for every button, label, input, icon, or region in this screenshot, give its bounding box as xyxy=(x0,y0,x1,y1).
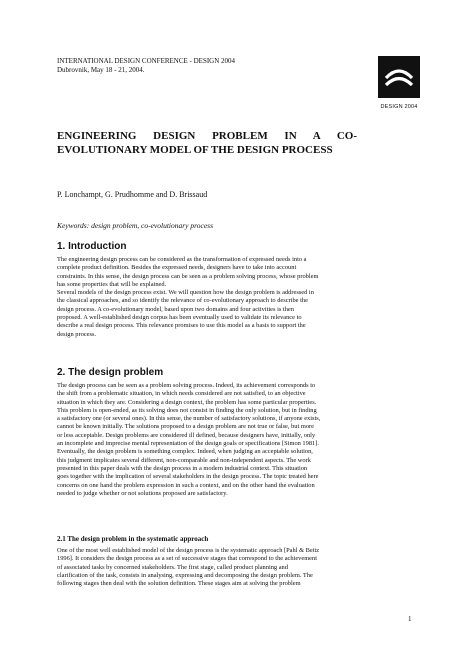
page-number: 1 xyxy=(408,615,412,623)
subsection-heading-systematic-approach: 2.1 The design problem in the systematic approach xyxy=(57,535,209,543)
section-heading-design-problem: 2. The design problem xyxy=(57,367,164,378)
conference-name: INTERNATIONAL DESIGN CONFERENCE - DESIGN 2004 xyxy=(57,57,236,65)
paper-keywords: Keywords: design problem, co-evolutionary process xyxy=(57,221,214,230)
conference-location-date: Dubrovnik, May 18 - 21, 2004. xyxy=(57,66,145,74)
section-heading-introduction: 1. Introduction xyxy=(57,241,127,252)
logo-arches-icon xyxy=(378,56,420,98)
paper-title: ENGINEERING DESIGN PROBLEM IN A CO-EVOLUTIONARY MODEL OF THE DESIGN PROCESS xyxy=(57,130,357,156)
design-2004-logo xyxy=(378,56,420,98)
conference-header xyxy=(57,57,235,75)
paper-authors: P. Lonchampt, G. Prudhomme and D. Brissaud xyxy=(57,190,208,199)
systematic-approach-paragraph: One of the most well established model of the design process is the systematic approach [Pahl & Beitz 1996]. It considers the design process as a set of successive stages that correspond to the achievement of associated tasks by concerned stakeholders. The first stage, called product planning and clarification of the task, consists in analysing, expressing and decomposing the design problem. The following stages then deal with the solution definition. These stages aim at solving the problem xyxy=(57,547,320,588)
introduction-paragraph: The engineering design process can be considered as the transformation of expressed needs into a complete product definition. Besides the expressed needs, designers have to take into account constraints. In this sense, the design process can be seen as a problem solving process, whose problem has some properties that will be explained. Several models of the design process exist. We will question how the design problem is addressed in the classical approaches, and so identify the relevance of co-evolutionary approach to describe the design process. A co-evolutionary model, based upon two domains and four activities is then proposed. A well-established design corpus has been eventually used to validate its relevance to describe a real design process. This relevance promises to use this model as a basis to support the design process. xyxy=(57,256,319,338)
logo-caption: DESIGN 2004 xyxy=(380,104,418,110)
design-problem-paragraph: The design process can be seen as a problem solving process. Indeed, its achievement corresponds to the shift from a problematic situation, in which needs considered are not satisfied, to an objective situation in which they are. Considering a design context, the problem has some particular properties. This problem is open-ended, as its solving does not consist in finding the only solution, but in finding a satisfactory one (or several ones). In this sense, the number of satisfactory solutions, if anyone exists, cannot be known initially. The solutions proposed to a design problem are not true or false, but more or less acceptable. Design problems are considered ill defined, because designers have, initially, only an incomplete and imprecise mental representation of the design goals or specifications [Simon 1981]. Eventually, the design problem is something complex. Indeed, when judging an acceptable solution, this judgment implicates several different, non-comparable and non-independent aspects. The work presented in this paper deals with the design process in a modern industrial context. This situation goes together with the implication of several stakeholders in the design process. The topic treated here concerns on one hand the problem expression in such a context, and on the other hand the evaluation needed to judge whether or not solutions proposed are satisfactory. xyxy=(57,382,321,497)
